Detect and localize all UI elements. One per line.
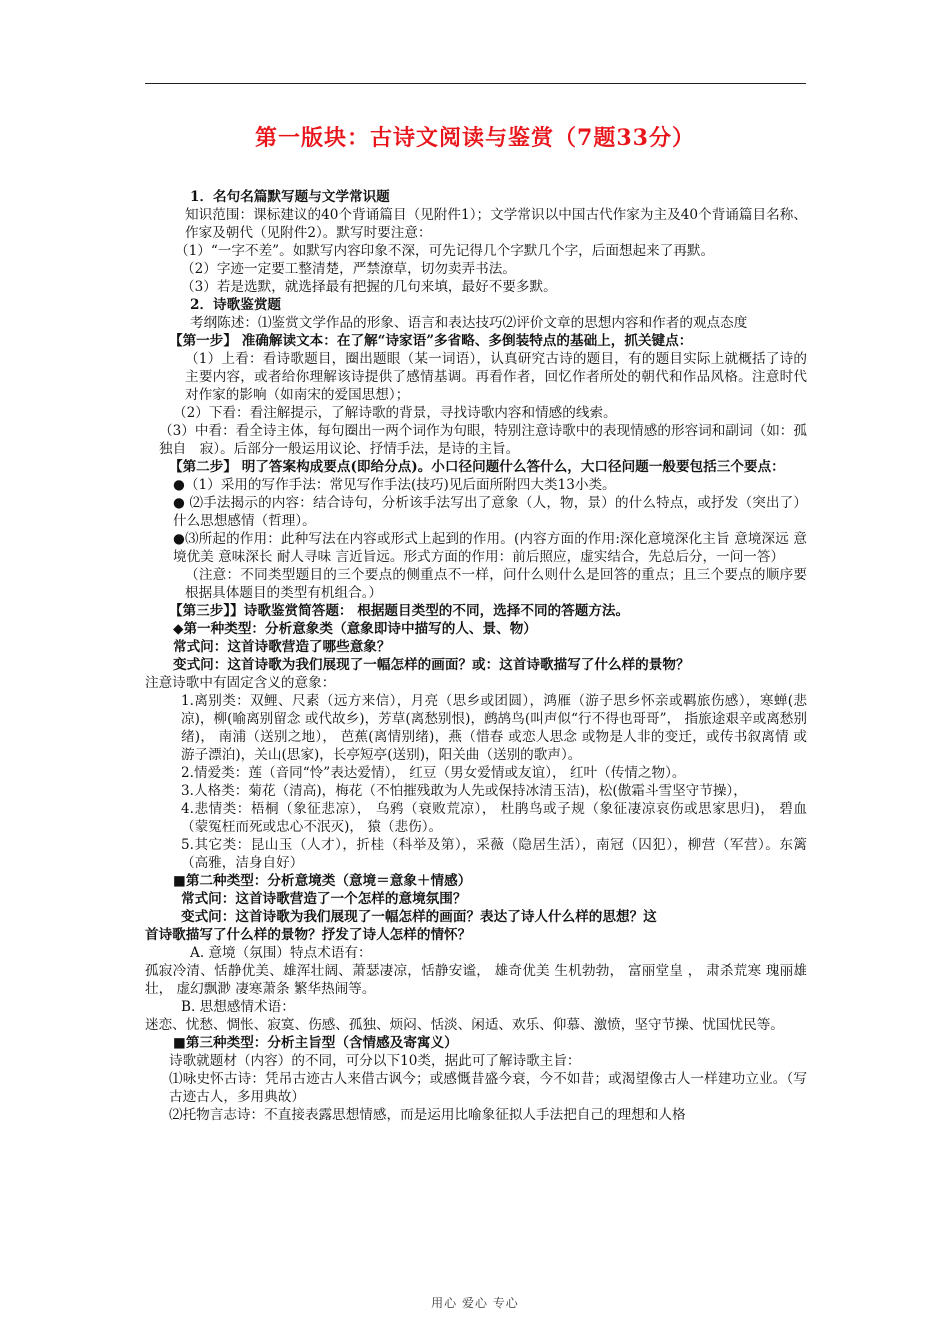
paragraph: 孤寂冷清、恬静优美、雄浑壮阔、萧瑟凄凉，恬静安谧， 雄奇优美 生机勃勃， 富丽堂皇 ， 肃杀荒寒 瑰丽雄壮， 虚幻飘渺 凄寒萧条 繁华热闹等。 — [145, 963, 807, 997]
question-line: 常式问：这首诗歌营造了一个怎样的意境氛围？ — [181, 891, 467, 907]
question-line: 首诗歌描写了什么样的景物？抒发了诗人怎样的情怀？ — [145, 927, 472, 943]
paragraph: （1）上看：看诗歌题目，圈出题眼（某一词语），认真研究古诗的题目，有的题目实际上就概括了诗的主要内容，或者给你理解该诗提供了感情基调。再看作者，回忆作者所处的朝代和作品风格。注意时代对作家的影响（如南宋的爱国思想）； — [185, 351, 807, 403]
bullet-item: ●（1）采用的写作手法：常见写作手法(技巧)见后面所附四大类13小类。 — [173, 477, 616, 493]
paragraph: （2）下看：看注解提示，了解诗歌的背景，寻找诗歌内容和情感的线索。 — [173, 405, 617, 421]
paragraph: ⑵托物言志诗：不直接表露思想情感，而是运用比喻象征拟人手法把自己的理想和人格 — [169, 1107, 686, 1123]
page-title: 第一版块：古诗文阅读与鉴赏（7题33分） — [255, 125, 695, 151]
paragraph: B. 思想感情术语： — [181, 999, 295, 1015]
step-heading: 【第二步】 明了答案构成要点(即给分点)。小口径问题什么答什么，大口径问题一般要包括三个要点： — [169, 459, 785, 475]
imagery-item: 1.离别类：双鲤、尺素（远方来信），月亮（思乡或团圆），鸿雁（游子思乡怀亲或羁旅伤感），寒蝉(悲凉)，柳(喻离别留念 或代故乡)，芳草(离愁别恨)，鹧鸪鸟(叫声似“行不得也哥哥”， 指旅途艰辛或离愁别绪)， 南浦（送别之地）， 芭蕉(离情别绪)，燕（惜春 或恋人思念 或物是人非的变迁，或传书叙离情 或游子漂泊)，关山(思家)，长亭短亭(送别)，阳关曲（送别的歌声）。 — [181, 693, 807, 763]
paragraph: 考纲陈述：⑴鉴赏文学作品的形象、语言和表达技巧⑵评价文章的思想内容和作者的观点态度 — [190, 315, 748, 331]
section-heading: 2．诗歌鉴赏题 — [190, 297, 282, 313]
paragraph: ⑴咏史怀古诗：凭吊古迹古人来借古讽今；或感慨昔盛今衰，今不如昔；或渴望像古人一样建功立业。（写古迹古人，多用典故） — [169, 1071, 807, 1105]
step-heading: 【第一步】 准确解读文本：在了解“诗家语”多省略、多倒装特点的基础上，抓关键点： — [169, 333, 693, 349]
type-heading: ■第三种类型：分析主旨型（含情感及寄寓义） — [173, 1035, 458, 1051]
paragraph: 注意诗歌中有固定含义的意象： — [145, 675, 336, 691]
imagery-item: 4.悲情类：梧桐（象征悲凉）， 乌鸦（衰败荒凉）， 杜鹃鸟或子规（象征凄凉哀伤或思家思归)， 碧血（蒙冤枉而死或忠心不泯灭)， 猿（悲伤）。 — [181, 801, 807, 835]
paragraph: （3）若是选默，就选择最有把握的几句来填，最好不要多默。 — [181, 279, 557, 295]
type-heading: ■第二种类型：分析意境类（意境＝意象＋情感） — [173, 873, 472, 889]
paragraph: 知识范围：课标建议的40个背诵篇目（见附件1）；文学常识以中国古代作家为主及40个背诵篇目名称、作家及朝代（见附件2）。默写时要注意： — [185, 207, 807, 241]
question-line: 常式问：这首诗歌营造了哪些意象？ — [173, 639, 391, 655]
paragraph: 迷恋、忧愁、惆怅、寂寞、伤感、孤独、烦闷、恬淡、闲适、欢乐、仰慕、激愤，坚守节操、忧国忧民等。 — [145, 1017, 784, 1033]
header-rule — [145, 83, 806, 84]
paragraph: （2）字迹一定要工整清楚，严禁潦草，切勿卖弄书法。 — [181, 261, 516, 277]
imagery-item: 3.人格类：菊花（清高)，梅花（不怕摧残敢为人先或保持冰清玉洁)，松(傲霜斗雪坚守节操）， — [181, 783, 747, 799]
section-heading: 1．名句名篇默写题与文学常识题 — [190, 189, 390, 205]
bullet-item: ●⑶所起的作用：此种写法在内容或形式上起到的作用。(内容方面的作用:深化意境深化主旨 意境深远 意境优美 意味深长 耐人寻味 言近旨远。形式方面的作用：前后照应，虚实结合，先总后分，一问一答） — [173, 531, 807, 565]
note-paragraph: （注意：不同类型题目的三个要点的侧重点不一样，问什么则什么是回答的重点；且三个要点的顺序要根据具体题目的类型有机组合。） — [185, 567, 807, 601]
paragraph: A. 意境（氛围）特点术语有： — [190, 945, 372, 961]
document-body — [145, 188, 807, 1124]
page-footer: 用心 爱心 专心 — [431, 1296, 519, 1310]
step-heading: 【第三步】】诗歌鉴赏简答题： 根据题目类型的不同，选择不同的答题方法。 — [169, 603, 630, 619]
type-heading: ◆第一种类型：分析意象类（意象即诗中描写的人、景、物） — [173, 621, 537, 637]
imagery-item: 2.情爱类：莲（音同“怜”表达爱情）， 红豆（男女爱情或友谊）， 红叶（传情之物）。 — [181, 765, 686, 781]
question-line: 变式问：这首诗歌为我们展现了一幅怎样的画面？或：这首诗歌描写了什么样的景物？ — [173, 657, 690, 673]
paragraph: （3）中看：看全诗主体，每句圈出一两个词作为句眼，特别注意诗歌中的表现情感的形容词和副词（如：孤独自 寂）。后部分一般运用议论、抒情手法，是诗的主旨。 — [159, 423, 807, 457]
question-line: 变式问：这首诗歌为我们展现了一幅怎样的画面？表达了诗人什么样的思想？这 — [181, 909, 657, 925]
paragraph: 诗歌就题材（内容）的不同，可分以下10类，据此可了解诗歌主旨： — [169, 1053, 581, 1069]
bullet-item: ● ⑵手法揭示的内容：结合诗句，分析该手法写出了意象（人，物，景）的什么特点，或抒发（突出了）什么思想感情（哲理）。 — [173, 495, 807, 529]
paragraph: （1）“一字不差”。如默写内容印象不深，可先记得几个字默几个字，后面想起来了再默。 — [175, 243, 715, 259]
imagery-item: 5.其它类：昆山玉（人才），折桂（科举及第），采薇（隐居生活），南冠（囚犯），柳营（军营）。东篱（高雅，洁身自好） — [181, 837, 807, 871]
